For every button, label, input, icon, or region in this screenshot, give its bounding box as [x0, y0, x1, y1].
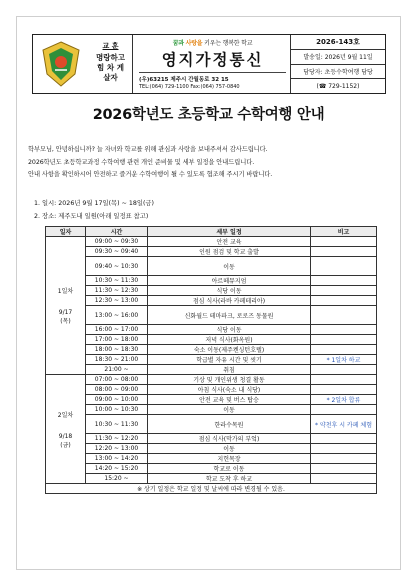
cell-note [311, 286, 377, 296]
cell-note [311, 474, 377, 484]
schedule-table [45, 226, 377, 494]
table-row [46, 296, 377, 306]
day-label: 2일차 [57, 411, 74, 419]
table-row [46, 365, 377, 375]
cell-note [311, 276, 377, 286]
cell-event: 신화월드 테마파크, 로로즈 동물원 [148, 306, 311, 325]
issue-info [291, 35, 385, 93]
cell-time: 17:00 ~ 18:00 [86, 335, 148, 345]
header-note: 비고 [311, 227, 377, 237]
cell-note [311, 454, 377, 464]
cell-time: 12:20 ~ 13:00 [86, 444, 148, 454]
school-phone: TEL:(064) 729-1100 Fax:(064) 757-0840 [139, 84, 240, 90]
cell-event: 아르떼뮤지엄 [148, 276, 311, 286]
cell-note [311, 434, 377, 444]
cell-note [311, 325, 377, 335]
table-row [46, 385, 377, 395]
table-row [46, 257, 377, 276]
header-detail: 세부 일정 [148, 227, 311, 237]
cell-time: 18:00 ~ 18:30 [86, 345, 148, 355]
table-row [46, 434, 377, 444]
motto-line: 힘 차 게 [97, 63, 124, 72]
cell-time: 09:40 ~ 10:30 [86, 257, 148, 276]
cell-time: 07:00 ~ 08:00 [86, 375, 148, 385]
footnote-row [46, 484, 377, 494]
intro-line: 안내 사항을 확인하시어 안전하고 즐거운 수학여행이 될 수 있도록 협조해 주시기 바랍니다. [28, 171, 273, 178]
cell-note [311, 405, 377, 415]
day-cell [46, 375, 86, 484]
cell-event: 저녁 식사(화옥원) [148, 335, 311, 345]
cell-event: 학급별 자유 시간 및 씻기 [148, 355, 311, 365]
table-row [46, 395, 377, 405]
day-label: 1일차 [57, 288, 74, 295]
day-date: 9/18 [58, 432, 73, 440]
cell-time: 18:30 ~ 21:00 [86, 355, 148, 365]
cell-note [311, 444, 377, 454]
school-emblem-icon [33, 35, 89, 93]
contact-person: 담당자: 초등수학여행 담당 [291, 65, 385, 80]
slogan-rest: 키우는 행복한 학교 [204, 40, 253, 47]
newsletter-header [32, 34, 386, 94]
school-slogan [139, 38, 286, 47]
intro-line: 학부모님, 안녕하십니까? 늘 자녀와 학교를 위해 관심과 사랑을 보내주셔서 감사드립니다. [28, 146, 268, 153]
masthead-block [133, 35, 291, 93]
send-date: 발송일: 2026년 9월 11일 [291, 50, 385, 65]
cell-time: 13:00 ~ 14:20 [86, 454, 148, 464]
cell-time: 14:20 ~ 15:20 [86, 464, 148, 474]
cell-note [311, 306, 377, 325]
contact-phone: (☎ 729-1152) [316, 82, 360, 90]
table-footnote: ※ 상기 일정은 학교 일정 및 날씨에 따라 변경될 수 있음. [46, 484, 377, 494]
cell-note: * 약천후 시 카페 체험 [311, 415, 377, 434]
cell-time: 16:00 ~ 17:00 [86, 325, 148, 335]
cell-note: * 2일차 합류 [311, 395, 377, 405]
table-row [46, 464, 377, 474]
cell-time: 09:30 ~ 09:40 [86, 247, 148, 257]
cell-event: 점심 식사(막가의 부엌) [148, 434, 311, 444]
table-row [46, 405, 377, 415]
trip-place: 2. 장소: 제주도내 일원(아래 일정표 참고) [34, 212, 149, 220]
table-row [46, 276, 377, 286]
table-row [46, 375, 377, 385]
trip-date: 1. 일시: 2026년 9월 17일(목) ~ 18일(금) [34, 200, 154, 207]
cell-event: 점심 식사(라바 카페테리아) [148, 296, 311, 306]
motto-line: 명랑하고 [96, 53, 125, 62]
document-title: 2026학년도 초등학교 수학여행 안내 [92, 107, 325, 123]
cell-note [311, 365, 377, 375]
cell-time: 09:00 ~ 09:30 [86, 237, 148, 247]
cell-event: 지헌목장 [148, 454, 311, 464]
slogan-orange: 사랑을 [185, 40, 203, 47]
cell-event: 식당 이동 [148, 325, 311, 335]
cell-time: 09:00 ~ 10:00 [86, 395, 148, 405]
cell-time: 10:00 ~ 10:30 [86, 405, 148, 415]
header-day: 일자 [46, 227, 86, 237]
cell-note [311, 296, 377, 306]
table-row [46, 444, 377, 454]
cell-event: 학교로 이동 [148, 464, 311, 474]
day-cell [46, 237, 86, 375]
masthead-title: 영지가정통신 [161, 50, 264, 69]
cell-note [311, 464, 377, 474]
cell-note: * 1일차 하교 [311, 355, 377, 365]
issue-number: 2026-143호 [291, 35, 385, 50]
cell-note [311, 385, 377, 395]
cell-note [311, 375, 377, 385]
cell-event: 한라수목원 [148, 415, 311, 434]
cell-event: 취침 [148, 365, 311, 375]
cell-event: 식당 이동 [148, 286, 311, 296]
cell-event: 학교 도착 후 하교 [148, 474, 311, 484]
cell-event: 인원 점검 및 학교 출발 [148, 247, 311, 257]
table-row [46, 286, 377, 296]
cell-time: 12:30 ~ 13:00 [86, 296, 148, 306]
day-date: 9/17 [58, 309, 73, 316]
cell-time: 10:30 ~ 11:30 [86, 415, 148, 434]
cell-event: 이동 [148, 257, 311, 276]
cell-note [311, 345, 377, 355]
header-time: 시간 [86, 227, 148, 237]
motto-line: 살자 [103, 73, 118, 82]
cell-time: 11:30 ~ 12:30 [86, 286, 148, 296]
cell-note [311, 237, 377, 247]
cell-event: 안전 교육 및 버스 탑승 [148, 395, 311, 405]
trip-info [34, 198, 154, 223]
cell-event: 숙소 이동(제주켄싱턴호텔) [148, 345, 311, 355]
day-dow: (목) [60, 318, 71, 325]
cell-note [311, 335, 377, 345]
cell-time: 15:20 ~ [86, 474, 148, 484]
table-row [46, 335, 377, 345]
cell-event: 이동 [148, 405, 311, 415]
table-row [46, 474, 377, 484]
cell-time: 13:00 ~ 16:00 [86, 306, 148, 325]
table-row [46, 345, 377, 355]
table-row [46, 355, 377, 365]
intro-line: 2026학년도 초등학교과정 수학여행 관련 개인 준비물 및 세부 일정을 안내드립니다. [28, 158, 255, 166]
table-row [46, 454, 377, 464]
cell-event: 이동 [148, 444, 311, 454]
cell-note [311, 247, 377, 257]
intro-paragraph [28, 144, 398, 182]
cell-time: 11:30 ~ 12:20 [86, 434, 148, 444]
school-motto [89, 35, 133, 93]
motto-title: 교 훈 [102, 42, 119, 50]
cell-time: 10:30 ~ 11:30 [86, 276, 148, 286]
table-row [46, 247, 377, 257]
cell-note [311, 257, 377, 276]
school-address: (우)63215 제주시 간월동로 32 15 [139, 72, 286, 83]
day-dow: (금) [60, 441, 71, 449]
cell-event: 아침 식사(숙소 내 식당) [148, 385, 311, 395]
table-row [46, 325, 377, 335]
cell-event: 기상 및 개인위생 청결 활동 [148, 375, 311, 385]
table-row [46, 306, 377, 325]
table-row [46, 415, 377, 434]
cell-event: 안전 교육 [148, 237, 311, 247]
table-header-row [46, 227, 377, 237]
cell-time: 08:00 ~ 09:00 [86, 385, 148, 395]
cell-time: 21:00 ~ [86, 365, 148, 375]
table-row [46, 237, 377, 247]
slogan-green: 꿈과 [172, 40, 184, 47]
